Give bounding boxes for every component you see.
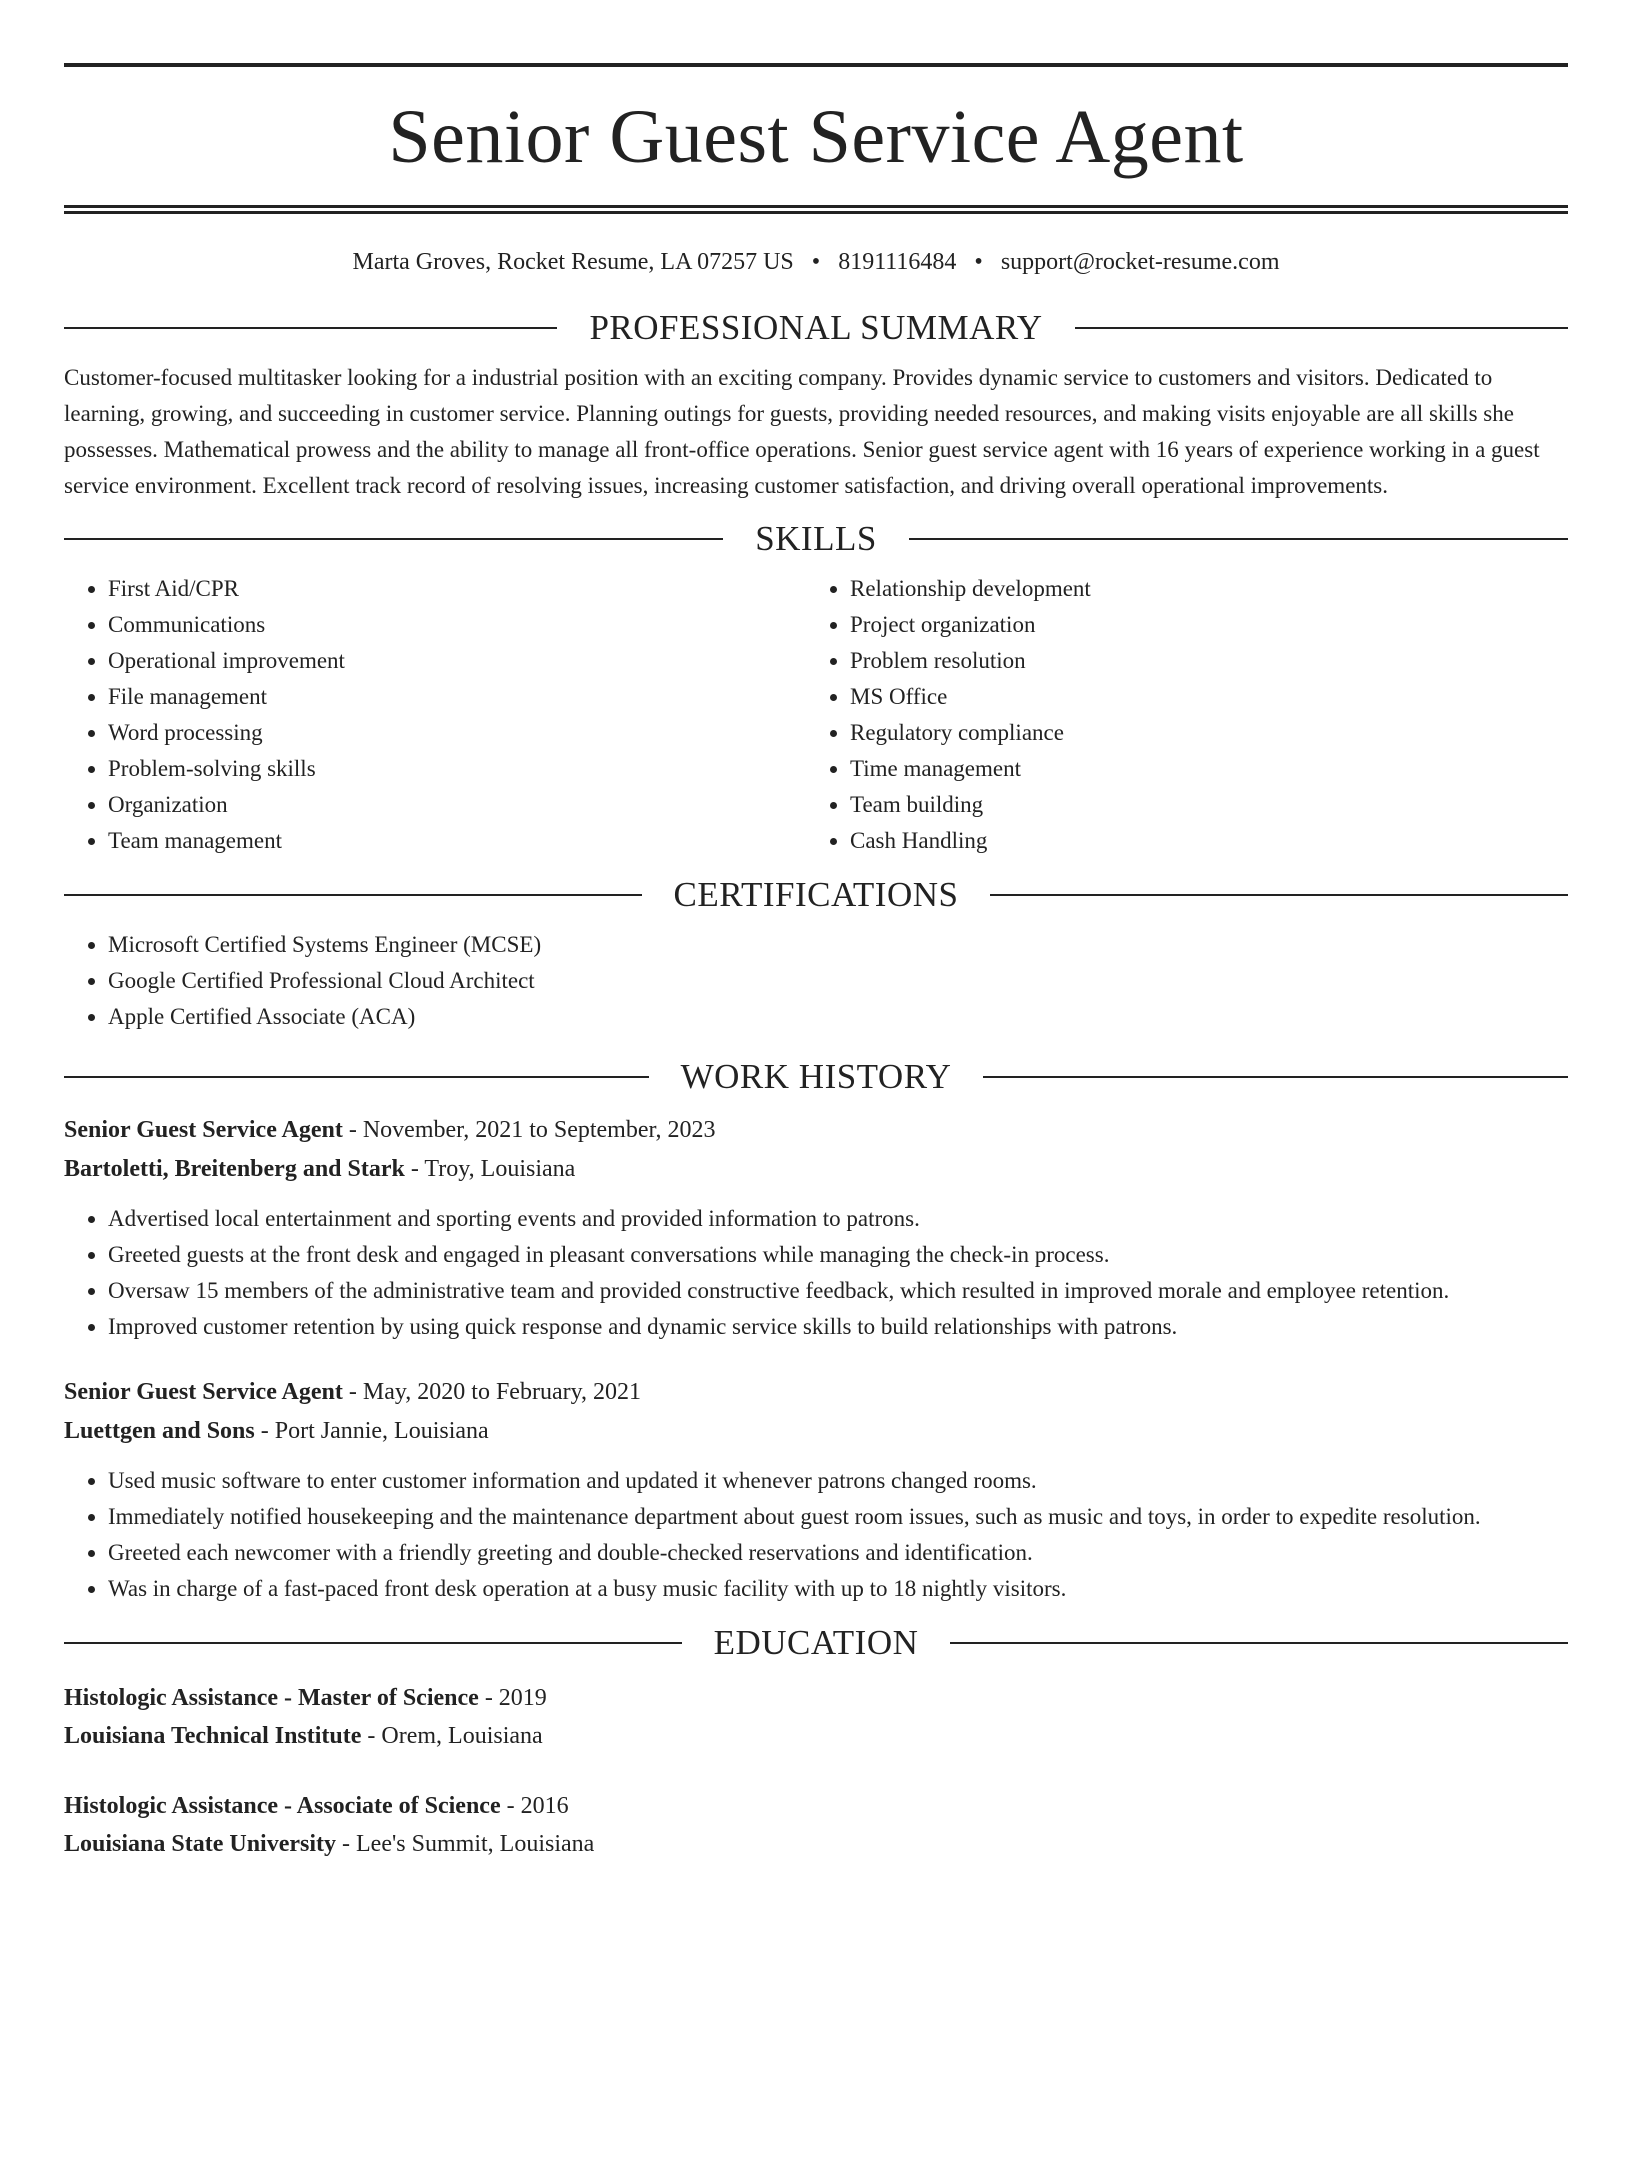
skills-column-right xyxy=(806,571,1548,859)
education-school-line xyxy=(64,1825,1568,1863)
job-company-line xyxy=(64,1412,1568,1451)
job-duties-list xyxy=(64,1463,1568,1607)
job-location: - Troy, Louisiana xyxy=(404,1155,576,1182)
job-company-line xyxy=(64,1150,1568,1189)
skill-item: • MS Office xyxy=(850,679,1548,715)
certification-item: • Microsoft Certified Systems Engineer (MCSE) xyxy=(108,927,1568,963)
skills-list-left xyxy=(64,571,806,859)
summary-text: Customer-focused multitasker looking for a industrial position with an exciting company. Provides dynamic service to customers and visitors. Dedicated to learning, growing, and succeeding in customer service. Planning outings for guests, providing needed resources, and making visits enjoyable are all skills she possesses. Mathematical prowess and the ability to manage all front-office operations. Senior guest service agent with 16 years of experience working in a guest service environment. Excellent track record of resolving issues, increasing customer satisfaction, and driving overall operational improvements. xyxy=(64,364,1540,498)
summary-section-title: PROFESSIONAL SUMMARY xyxy=(589,307,1043,347)
skill-item: • File management xyxy=(108,679,806,715)
education-section-title: EDUCATION xyxy=(713,1622,919,1662)
skill-item: • Time management xyxy=(850,751,1548,787)
education-year: - 2016 xyxy=(500,1792,569,1819)
contact-email: support@rocket-resume.com xyxy=(1000,249,1280,275)
education-school: Louisiana Technical Institute xyxy=(64,1722,362,1749)
title-double-rule xyxy=(64,205,1568,214)
education-section-header xyxy=(64,1623,1568,1663)
certifications-list xyxy=(64,927,1568,1035)
job-duty-item: • Was in charge of a fast-paced front desk operation at a busy music facility with up to 18 nightly visitors. xyxy=(108,1571,1568,1607)
job-duty-item: • Advertised local entertainment and sporting events and provided information to patrons. xyxy=(108,1201,1568,1237)
job-duty-item: • Oversaw 15 members of the administrative team and provided constructive feedback, which resulted in improved morale and employee retention. xyxy=(108,1273,1568,1309)
education-degree-line xyxy=(64,1679,1568,1717)
skill-item: • Regulatory compliance xyxy=(850,715,1548,751)
job-entry xyxy=(64,1111,1568,1345)
divider xyxy=(64,327,557,329)
skills-section-title: SKILLS xyxy=(755,518,877,558)
work-section-title: WORK HISTORY xyxy=(680,1056,952,1096)
job-title: Senior Guest Service Agent xyxy=(64,1116,343,1143)
education-location: - Orem, Louisiana xyxy=(361,1722,543,1749)
divider xyxy=(990,894,1568,896)
skill-item: • Operational improvement xyxy=(108,643,806,679)
divider xyxy=(983,1076,1568,1078)
contact-line xyxy=(64,248,1568,277)
divider xyxy=(64,1642,682,1644)
divider xyxy=(64,538,723,540)
job-title: Senior Guest Service Agent xyxy=(64,1378,343,1405)
education-entry xyxy=(64,1679,1568,1755)
job-duty-item: • Immediately notified housekeeping and the maintenance department about guest room issues, such as music and toys, in order to expedite resolution. xyxy=(108,1499,1568,1535)
divider xyxy=(64,894,642,896)
skill-item: • Relationship development xyxy=(850,571,1548,607)
education-entry xyxy=(64,1787,1568,1863)
certifications-section-header xyxy=(64,875,1568,915)
certification-item: • Google Certified Professional Cloud Architect xyxy=(108,963,1568,999)
certification-item: • Apple Certified Associate (ACA) xyxy=(108,999,1568,1035)
work-section-header xyxy=(64,1057,1568,1097)
divider xyxy=(950,1642,1568,1644)
job-company: Bartoletti, Breitenberg and Stark xyxy=(64,1155,405,1182)
skill-item: • Team management xyxy=(108,823,806,859)
resume-page xyxy=(0,63,1632,2175)
job-dates: - November, 2021 to September, 2023 xyxy=(342,1116,716,1143)
education-degree: Histologic Assistance - Master of Science xyxy=(64,1684,479,1711)
skills-grid xyxy=(64,571,1568,859)
job-entry xyxy=(64,1373,1568,1607)
education-school-line xyxy=(64,1717,1568,1755)
certifications-section-title: CERTIFICATIONS xyxy=(673,874,959,914)
skill-item: • Problem-solving skills xyxy=(108,751,806,787)
education-year: - 2019 xyxy=(478,1684,547,1711)
job-title-line xyxy=(64,1373,1568,1412)
contact-separator: • xyxy=(811,249,821,275)
skill-item: • Organization xyxy=(108,787,806,823)
skill-item: • Cash Handling xyxy=(850,823,1548,859)
divider xyxy=(1075,327,1568,329)
job-duty-item: • Greeted each newcomer with a friendly greeting and double-checked reservations and identification. xyxy=(108,1535,1568,1571)
contact-phone: 8191116484 xyxy=(838,249,957,275)
job-dates: - May, 2020 to February, 2021 xyxy=(342,1378,642,1405)
skill-item: • Communications xyxy=(108,607,806,643)
job-duty-item: • Used music software to enter customer information and updated it whenever patrons changed rooms. xyxy=(108,1463,1568,1499)
skills-list-right xyxy=(806,571,1548,859)
education-degree: Histologic Assistance - Associate of Science xyxy=(64,1792,501,1819)
divider xyxy=(64,1076,649,1078)
skill-item: • Problem resolution xyxy=(850,643,1548,679)
job-title-line xyxy=(64,1111,1568,1150)
resume-title: Senior Guest Service Agent xyxy=(388,95,1244,179)
job-duty-item: • Improved customer retention by using quick response and dynamic service skills to build relationships with patrons. xyxy=(108,1309,1568,1345)
divider xyxy=(909,538,1568,540)
education-school: Louisiana State University xyxy=(64,1830,337,1857)
skills-section-header xyxy=(64,519,1568,559)
skills-column-left xyxy=(64,571,806,859)
skill-item: • Word processing xyxy=(108,715,806,751)
contact-address: Marta Groves, Rocket Resume, LA 07257 US xyxy=(352,249,794,275)
job-duties-list xyxy=(64,1201,1568,1345)
job-location: - Port Jannie, Louisiana xyxy=(254,1417,489,1444)
top-rule xyxy=(64,63,1568,67)
skill-item: • Project organization xyxy=(850,607,1548,643)
job-duty-item: • Greeted guests at the front desk and engaged in pleasant conversations while managing the check-in process. xyxy=(108,1237,1568,1273)
education-location: - Lee's Summit, Louisiana xyxy=(336,1830,595,1857)
skill-item: • First Aid/CPR xyxy=(108,571,806,607)
job-company: Luettgen and Sons xyxy=(64,1417,255,1444)
skill-item: • Team building xyxy=(850,787,1548,823)
contact-separator: • xyxy=(974,249,983,275)
summary-section-header xyxy=(64,308,1568,348)
education-degree-line xyxy=(64,1787,1568,1825)
